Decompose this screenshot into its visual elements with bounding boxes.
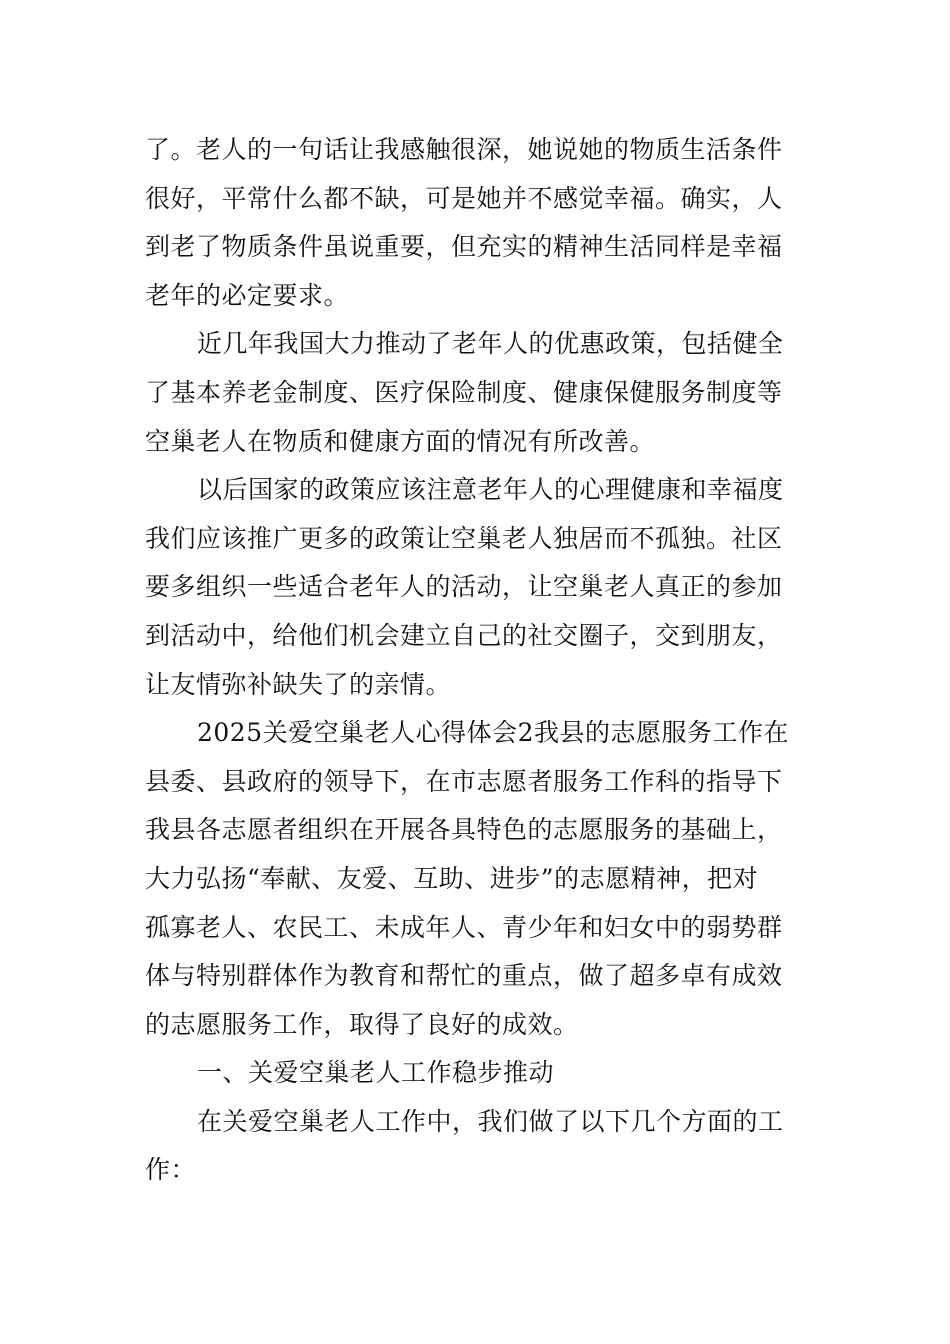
text-line: 了基本养老金制度、医疗保险制度、健康保健服务制度等 (145, 377, 783, 407)
text-line: 了。老人的一句话让我感触很深，她说她的物质生活条件 (145, 135, 783, 164)
text-line: 在关爱空巢老人工作中，我们做了以下几个方面的工 (197, 1106, 784, 1136)
text-line: 体与特别群体作为教育和帮忙的重点，做了超多卓有成效 (145, 961, 783, 991)
text-line: 以后国家的政策应该注意老年人的心理健康和幸福度 (197, 475, 784, 505)
text-line: 要多组织一些适合老年人的活动，让空巢老人真正的参加 (145, 572, 783, 602)
text-line: 到活动中，给他们机会建立自己的社交圈子，交到朋友， (145, 620, 783, 650)
text-line: 大力弘扬“奉献、友爱、互助、进步”的志愿精神，把对 (145, 863, 759, 893)
body-text (145, 126, 815, 1195)
text-line: 很好，平常什么都不缺，可是她并不感觉幸福。确实，人 (145, 183, 783, 213)
text-line: 的志愿服务工作，取得了良好的成效。 (145, 1009, 579, 1039)
text-line: 县委、县政府的领导下，在市志愿者服务工作科的指导下 (145, 766, 783, 796)
text-line: 一、关爱空巢老人工作稳步推动 (197, 1058, 555, 1088)
text-line: 我们应该推广更多的政策让空巢老人独居而不孤独。社区 (145, 523, 783, 553)
text-line: 老年的必定要求。 (145, 280, 350, 310)
text-line: 2025关爱空巢老人心得体会2我县的志愿服务工作在 (197, 718, 790, 748)
text-line: 孤寡老人、农民工、未成年人、青少年和妇女中的弱势群 (145, 912, 783, 942)
text-line: 作： (145, 1155, 197, 1185)
text-line: 我县各志愿者组织在开展各具特色的志愿服务的基础上， (145, 815, 783, 845)
text-line: 近几年我国大力推动了老年人的优惠政策，包括健全 (197, 329, 784, 359)
text-line: 到老了物质条件虽说重要，但充实的精神生活同样是幸福 (145, 232, 783, 262)
text-line: 空巢老人在物质和健康方面的情况有所改善。 (145, 426, 656, 456)
text-line: 让友情弥补缺失了的亲情。 (145, 669, 452, 699)
